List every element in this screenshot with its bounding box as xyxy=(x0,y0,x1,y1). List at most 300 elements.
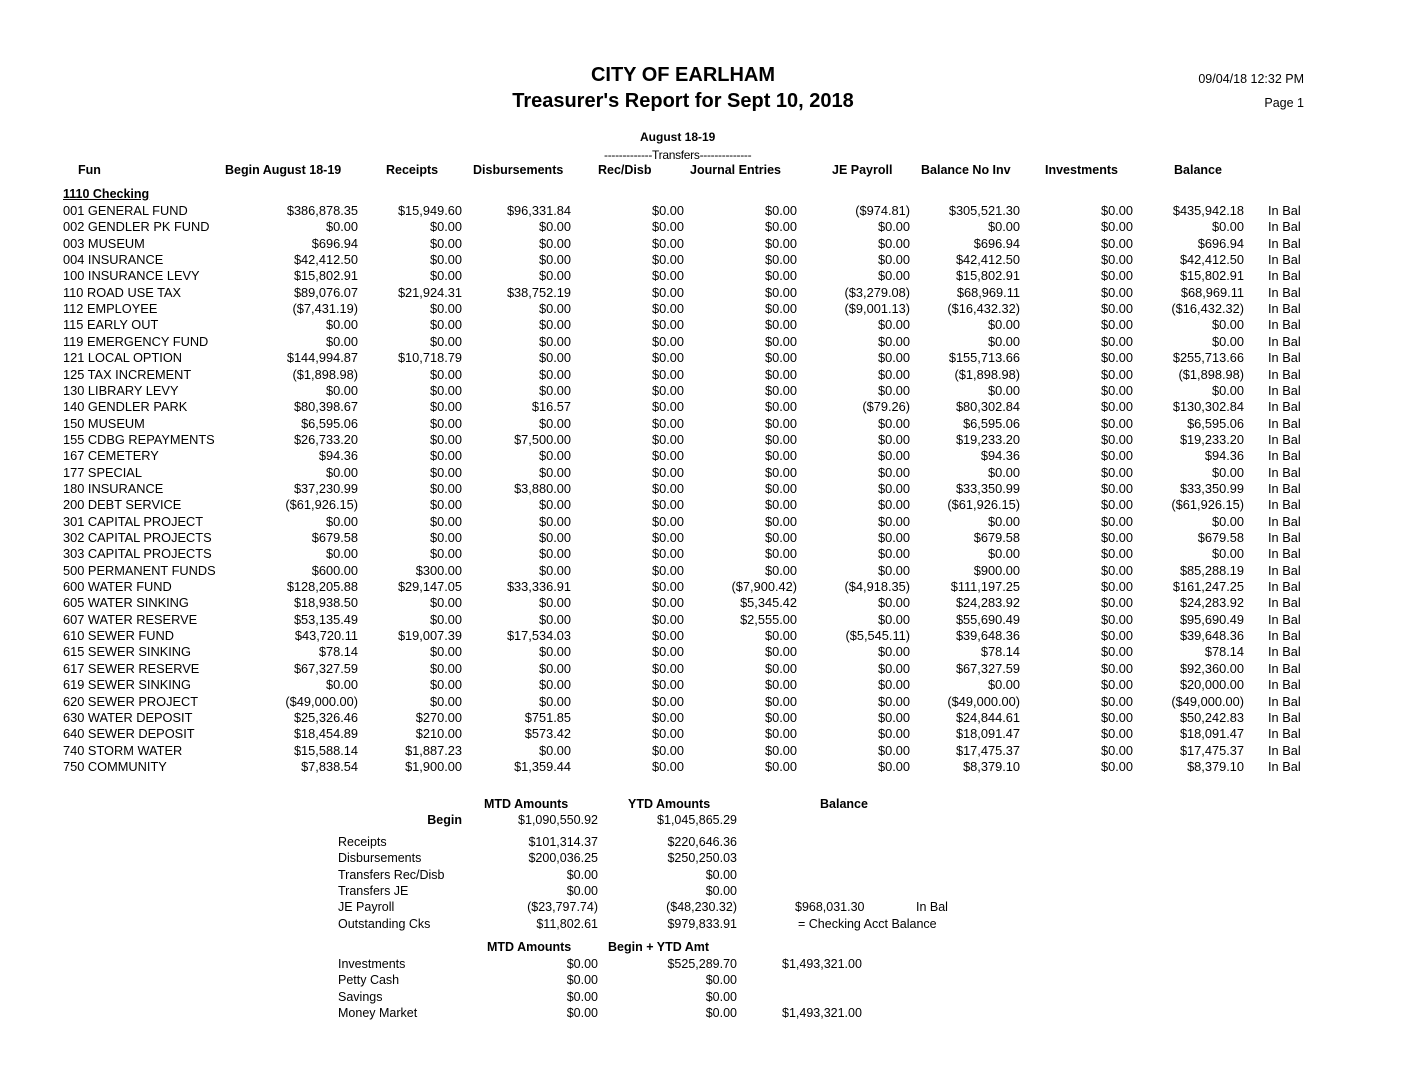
investments-amount: $0.00 xyxy=(1100,464,1133,480)
summary-line-status: In Bal xyxy=(916,900,948,915)
journal-entries: $0.00 xyxy=(764,382,797,398)
status-badge: In Bal xyxy=(1268,268,1301,284)
status-badge: In Bal xyxy=(1268,595,1301,611)
summary-line-label: Disbursements xyxy=(338,851,422,866)
balance-amount: ($49,000.00) xyxy=(1171,693,1244,709)
table-row xyxy=(0,367,1408,383)
transfer-rec-disb: $0.00 xyxy=(651,431,684,447)
receipts-amount: $210.00 xyxy=(415,726,462,742)
status-badge: In Bal xyxy=(1268,709,1301,725)
balance-amount: $0.00 xyxy=(1211,464,1244,480)
investments-amount: $0.00 xyxy=(1100,644,1133,660)
status-badge: In Bal xyxy=(1268,530,1301,545)
balance-amount: $18,091.47 xyxy=(1179,726,1244,742)
investments-amount: $0.00 xyxy=(1100,284,1133,300)
balance-amount: $161,247.25 xyxy=(1172,579,1244,595)
balance-amount: $95,690.49 xyxy=(1179,611,1244,627)
balance-amount: $8,379.10 xyxy=(1187,758,1244,774)
disbursements-amount: $7,500.00 xyxy=(514,431,571,447)
balance-amount: ($1,898.98) xyxy=(1178,366,1244,382)
status-badge: In Bal xyxy=(1268,415,1301,431)
journal-entries: ($7,900.42) xyxy=(731,579,797,595)
transfer-rec-disb: $0.00 xyxy=(651,203,684,218)
receipts-amount: $0.00 xyxy=(429,546,462,562)
journal-entries: $0.00 xyxy=(764,333,797,349)
section-heading: 1110 Checking xyxy=(63,187,150,201)
balance-no-inv: $17,475.37 xyxy=(955,742,1020,758)
transfer-rec-disb: $0.00 xyxy=(651,219,684,235)
disbursements-amount: $0.00 xyxy=(538,742,571,758)
balance-no-inv: ($61,926.15) xyxy=(947,497,1020,513)
fund-name: 130 LIBRARY LEVY xyxy=(63,382,179,398)
transfer-rec-disb: $0.00 xyxy=(651,333,684,349)
journal-entries: $5,345.42 xyxy=(740,595,797,611)
summary-line-ytd: $0.00 xyxy=(705,883,737,898)
disbursements-amount: $0.00 xyxy=(538,448,571,464)
status-badge: In Bal xyxy=(1268,219,1301,235)
balance-amount: ($16,432.32) xyxy=(1171,301,1244,317)
summary2-ytd-header: Begin + YTD Amt xyxy=(608,940,710,954)
status-badge: In Bal xyxy=(1268,628,1301,644)
begin-amount: $0.00 xyxy=(325,513,358,529)
investments-amount: $0.00 xyxy=(1100,513,1133,529)
balance-amount: $130,302.84 xyxy=(1172,399,1244,415)
summary-line-mtd: $11,802.61 xyxy=(536,916,598,931)
journal-entries: $0.00 xyxy=(764,219,797,235)
investment-line-label: Petty Cash xyxy=(338,973,400,988)
investment-line-mtd: $0.00 xyxy=(566,1005,598,1020)
status-badge: In Bal xyxy=(1268,252,1301,268)
receipts-amount: $1,900.00 xyxy=(405,758,462,774)
disbursements-amount: $16.57 xyxy=(531,399,571,415)
fund-name: 110 ROAD USE TAX xyxy=(63,284,182,300)
begin-amount: ($61,926.15) xyxy=(285,497,358,513)
col-balance: Balance xyxy=(1174,163,1222,177)
investments-amount: $0.00 xyxy=(1100,252,1133,268)
transfer-rec-disb: $0.00 xyxy=(651,595,684,611)
balance-no-inv: $0.00 xyxy=(987,464,1020,480)
investments-amount: $0.00 xyxy=(1100,333,1133,349)
disbursements-amount: $0.00 xyxy=(538,562,571,578)
disbursements-amount: $0.00 xyxy=(538,513,571,529)
transfer-rec-disb: $0.00 xyxy=(651,742,684,758)
journal-entries: $0.00 xyxy=(764,301,797,317)
col-investments: Investments xyxy=(1045,163,1118,177)
journal-entries: $0.00 xyxy=(764,268,797,284)
disbursements-amount: $96,331.84 xyxy=(506,203,571,218)
investments-amount: $0.00 xyxy=(1100,595,1133,611)
balance-no-inv: $679.58 xyxy=(973,530,1020,545)
journal-entries: $0.00 xyxy=(764,448,797,464)
journal-entries: $0.00 xyxy=(764,284,797,300)
balance-amount: $85,288.19 xyxy=(1179,562,1244,578)
balance-amount: $255,713.66 xyxy=(1172,350,1244,366)
table-row xyxy=(0,546,1408,562)
disbursements-amount: $0.00 xyxy=(538,530,571,545)
begin-amount: ($1,898.98) xyxy=(292,366,358,382)
je-payroll: ($974.81) xyxy=(855,203,910,218)
table-row xyxy=(0,677,1408,693)
begin-amount: $0.00 xyxy=(325,382,358,398)
summary-line-mtd: $101,314.37 xyxy=(528,835,598,849)
je-payroll: $0.00 xyxy=(877,252,910,268)
fund-name: 301 CAPITAL PROJECT xyxy=(63,513,204,529)
status-badge: In Bal xyxy=(1268,644,1301,660)
balance-amount: $24,283.92 xyxy=(1179,595,1244,611)
table-row xyxy=(0,743,1408,759)
investment-line-label: Savings xyxy=(338,989,383,1004)
receipts-amount: $0.00 xyxy=(429,464,462,480)
je-payroll: $0.00 xyxy=(877,726,910,742)
receipts-amount: $0.00 xyxy=(429,448,462,464)
balance-no-inv: $155,713.66 xyxy=(948,350,1020,366)
investment-line-label: Investments xyxy=(338,957,406,971)
je-payroll: $0.00 xyxy=(877,562,910,578)
je-payroll: ($4,918.35) xyxy=(844,579,910,595)
balance-amount: $50,242.83 xyxy=(1179,709,1244,725)
table-row xyxy=(0,759,1408,775)
disbursements-amount: $0.00 xyxy=(538,350,571,366)
investment-line-mtd: $0.00 xyxy=(566,957,598,971)
transfer-rec-disb: $0.00 xyxy=(651,317,684,333)
transfer-rec-disb: $0.00 xyxy=(651,448,684,464)
je-payroll: $0.00 xyxy=(877,546,910,562)
je-payroll: $0.00 xyxy=(877,350,910,366)
journal-entries: $0.00 xyxy=(764,530,797,545)
transfer-rec-disb: $0.00 xyxy=(651,399,684,415)
fund-name: 302 CAPITAL PROJECTS xyxy=(63,530,212,545)
transfer-rec-disb: $0.00 xyxy=(651,513,684,529)
disbursements-amount: $0.00 xyxy=(538,677,571,693)
je-payroll: $0.00 xyxy=(877,382,910,398)
journal-entries: $0.00 xyxy=(764,497,797,513)
fund-name: 630 WATER DEPOSIT xyxy=(63,709,193,725)
balance-no-inv: $80,302.84 xyxy=(955,399,1020,415)
disbursements-amount: $0.00 xyxy=(538,611,571,627)
begin-amount: $67,327.59 xyxy=(293,660,358,676)
investments-amount: $0.00 xyxy=(1100,399,1133,415)
je-payroll: $0.00 xyxy=(877,235,910,251)
balance-amount: $0.00 xyxy=(1211,513,1244,529)
je-payroll: $0.00 xyxy=(877,415,910,431)
begin-amount: $0.00 xyxy=(325,219,358,235)
fund-name: 155 CDBG REPAYMENTS xyxy=(63,431,215,447)
summary-line-ytd: $0.00 xyxy=(705,867,737,882)
journal-entries: $0.00 xyxy=(764,366,797,382)
journal-entries: $0.00 xyxy=(764,203,797,218)
journal-entries: $0.00 xyxy=(764,350,797,366)
disbursements-amount: $0.00 xyxy=(538,366,571,382)
balance-no-inv: ($16,432.32) xyxy=(947,301,1020,317)
receipts-amount: $29,147.05 xyxy=(397,579,462,595)
fund-name: 740 STORM WATER xyxy=(63,742,183,758)
summary-begin-ytd: $1,045,865.29 xyxy=(657,813,737,827)
balance-no-inv: $15,802.91 xyxy=(955,268,1020,284)
status-badge: In Bal xyxy=(1268,726,1301,742)
table-row xyxy=(0,612,1408,628)
table-row xyxy=(0,334,1408,350)
balance-no-inv: $68,969.11 xyxy=(956,284,1020,300)
disbursements-amount: $0.00 xyxy=(538,333,571,349)
begin-amount: $7,838.54 xyxy=(301,758,358,774)
balance-no-inv: $55,690.49 xyxy=(955,611,1020,627)
disbursements-amount: $0.00 xyxy=(538,660,571,676)
investment-line-ytd: $525,289.70 xyxy=(667,957,737,971)
investments-amount: $0.00 xyxy=(1100,235,1133,251)
summary-line-label: Receipts xyxy=(338,835,387,849)
fund-name: 303 CAPITAL PROJECTS xyxy=(63,546,212,562)
begin-amount: $144,994.87 xyxy=(286,350,358,366)
fund-name: 003 MUSEUM xyxy=(63,235,145,251)
receipts-amount: $0.00 xyxy=(429,366,462,382)
disbursements-amount: $17,534.03 xyxy=(506,628,571,644)
je-payroll: $0.00 xyxy=(877,758,910,774)
receipts-amount: $0.00 xyxy=(429,660,462,676)
balance-no-inv: $696.94 xyxy=(973,235,1020,251)
summary-line-balance: $968,031.30 xyxy=(795,900,865,915)
disbursements-amount: $0.00 xyxy=(538,693,571,709)
status-badge: In Bal xyxy=(1268,497,1301,513)
transfer-rec-disb: $0.00 xyxy=(651,480,684,496)
je-payroll: $0.00 xyxy=(877,644,910,660)
journal-entries: $0.00 xyxy=(764,726,797,742)
balance-no-inv: $18,091.47 xyxy=(955,726,1020,742)
balance-amount: $0.00 xyxy=(1211,382,1244,398)
balance-amount: $0.00 xyxy=(1211,317,1244,333)
begin-amount: $80,398.67 xyxy=(293,399,358,415)
transfer-rec-disb: $0.00 xyxy=(651,415,684,431)
transfers-group-label: -------------Transfers-------------- xyxy=(604,148,752,162)
investment-line-balance: $1,493,321.00 xyxy=(782,957,862,971)
receipts-amount: $21,924.31 xyxy=(397,284,462,300)
receipts-amount: $300.00 xyxy=(415,562,462,578)
balance-no-inv: $67,327.59 xyxy=(955,660,1020,676)
transfer-rec-disb: $0.00 xyxy=(651,350,684,366)
table-row xyxy=(0,448,1408,464)
disbursements-amount: $0.00 xyxy=(538,382,571,398)
print-timestamp: 09/04/18 12:32 PM xyxy=(1198,72,1304,86)
summary-line-ytd: $979,833.91 xyxy=(667,916,737,931)
balance-no-inv: $42,412.50 xyxy=(955,252,1020,268)
balance-amount: $39,648.36 xyxy=(1179,628,1244,644)
balance-no-inv: $33,350.99 xyxy=(955,480,1020,496)
balance-no-inv: ($1,898.98) xyxy=(954,366,1020,382)
investment-line-ytd: $0.00 xyxy=(705,973,737,988)
receipts-amount: $0.00 xyxy=(429,644,462,660)
investments-amount: $0.00 xyxy=(1100,758,1133,774)
table-row xyxy=(0,301,1408,317)
begin-amount: $53,135.49 xyxy=(293,611,358,627)
begin-amount: $15,588.14 xyxy=(293,742,358,758)
fund-name: 002 GENDLER PK FUND xyxy=(63,219,210,235)
journal-entries: $0.00 xyxy=(764,513,797,529)
balance-no-inv: $0.00 xyxy=(987,317,1020,333)
balance-no-inv: $6,595.06 xyxy=(963,415,1020,431)
transfer-rec-disb: $0.00 xyxy=(651,464,684,480)
balance-no-inv: $19,233.20 xyxy=(955,431,1020,447)
transfer-rec-disb: $0.00 xyxy=(651,382,684,398)
investments-amount: $0.00 xyxy=(1100,431,1133,447)
journal-entries: $0.00 xyxy=(764,677,797,693)
begin-amount: $37,230.99 xyxy=(293,480,358,496)
fund-name: 619 SEWER SINKING xyxy=(63,677,192,693)
report-title: CITY OF EARLHAM xyxy=(590,64,776,86)
je-payroll: $0.00 xyxy=(877,448,910,464)
receipts-amount: $15,949.60 xyxy=(397,203,462,218)
disbursements-amount: $0.00 xyxy=(538,219,571,235)
balance-no-inv: $8,379.10 xyxy=(963,758,1020,774)
fund-name: 100 INSURANCE LEVY xyxy=(63,268,200,284)
table-row xyxy=(0,530,1408,546)
receipts-amount: $0.00 xyxy=(429,317,462,333)
summary-line-label: JE Payroll xyxy=(338,900,395,915)
summary-balance-header: Balance xyxy=(820,797,868,811)
balance-no-inv: $111,197.25 xyxy=(950,579,1020,595)
report-subtitle: Treasurer's Report for Sept 10, 2018 xyxy=(512,90,854,112)
begin-amount: $0.00 xyxy=(325,464,358,480)
balance-no-inv: $24,844.61 xyxy=(955,709,1020,725)
transfer-rec-disb: $0.00 xyxy=(651,366,684,382)
summary-line-ytd: ($48,230.32) xyxy=(666,900,737,915)
transfer-rec-disb: $0.00 xyxy=(651,268,684,284)
table-row xyxy=(0,383,1408,399)
journal-entries: $0.00 xyxy=(764,464,797,480)
col-begin: Begin August 18-19 xyxy=(225,163,342,177)
table-row xyxy=(0,432,1408,448)
investments-amount: $0.00 xyxy=(1100,677,1133,693)
je-payroll: $0.00 xyxy=(877,431,910,447)
balance-amount: $0.00 xyxy=(1211,219,1244,235)
status-badge: In Bal xyxy=(1268,562,1301,578)
status-badge: In Bal xyxy=(1268,431,1301,447)
journal-entries: $0.00 xyxy=(764,562,797,578)
disbursements-amount: $0.00 xyxy=(538,546,571,562)
investments-amount: $0.00 xyxy=(1100,415,1133,431)
investments-amount: $0.00 xyxy=(1100,742,1133,758)
journal-entries: $0.00 xyxy=(764,317,797,333)
col-balance-no-inv: Balance No Inv xyxy=(921,163,1011,177)
balance-amount: $94.36 xyxy=(1204,448,1244,464)
transfer-rec-disb: $0.00 xyxy=(651,579,684,595)
balance-amount: $17,475.37 xyxy=(1179,742,1244,758)
disbursements-amount: $0.00 xyxy=(538,301,571,317)
transfer-rec-disb: $0.00 xyxy=(651,677,684,693)
investment-line-mtd: $0.00 xyxy=(566,973,598,988)
fund-name: 167 CEMETERY xyxy=(63,448,159,464)
fund-name: 605 WATER SINKING xyxy=(63,595,189,611)
summary-line-mtd: $0.00 xyxy=(566,867,598,882)
balance-no-inv: $900.00 xyxy=(973,562,1020,578)
investments-amount: $0.00 xyxy=(1100,726,1133,742)
receipts-amount: $0.00 xyxy=(429,530,462,545)
begin-amount: ($49,000.00) xyxy=(285,693,358,709)
begin-amount: $128,205.88 xyxy=(286,579,358,595)
journal-entries: $0.00 xyxy=(764,399,797,415)
status-badge: In Bal xyxy=(1268,448,1301,464)
disbursements-amount: $0.00 xyxy=(538,317,571,333)
fund-name: 115 EARLY OUT xyxy=(63,317,159,333)
receipts-amount: $0.00 xyxy=(429,382,462,398)
investments-amount: $0.00 xyxy=(1100,350,1133,366)
status-badge: In Bal xyxy=(1268,758,1301,774)
je-payroll: ($79.26) xyxy=(862,399,910,415)
fund-name: 150 MUSEUM xyxy=(63,415,145,431)
journal-entries: $0.00 xyxy=(764,431,797,447)
begin-amount: $26,733.20 xyxy=(293,431,358,447)
table-row xyxy=(0,219,1408,235)
disbursements-amount: $0.00 xyxy=(538,235,571,251)
fund-name: 121 LOCAL OPTION xyxy=(63,350,183,366)
status-badge: In Bal xyxy=(1268,350,1301,366)
fund-name: 500 PERMANENT FUNDS xyxy=(63,562,216,578)
je-payroll: $0.00 xyxy=(877,595,910,611)
fund-name: 617 SEWER RESERVE xyxy=(63,660,200,676)
balance-amount: $15,802.91 xyxy=(1179,268,1244,284)
table-row xyxy=(0,628,1408,644)
fund-name: 140 GENDLER PARK xyxy=(63,399,188,415)
balance-no-inv: $0.00 xyxy=(987,219,1020,235)
begin-amount: $15,802.91 xyxy=(293,268,358,284)
receipts-amount: $0.00 xyxy=(429,301,462,317)
status-badge: In Bal xyxy=(1268,399,1301,415)
disbursements-amount: $3,880.00 xyxy=(514,480,571,496)
summary2-mtd-header: MTD Amounts xyxy=(487,940,572,954)
journal-entries: $0.00 xyxy=(764,709,797,725)
balance-amount: $19,233.20 xyxy=(1179,431,1244,447)
investment-line-label: Money Market xyxy=(338,1005,418,1020)
je-payroll: $0.00 xyxy=(877,464,910,480)
balance-no-inv: $0.00 xyxy=(987,333,1020,349)
receipts-amount: $0.00 xyxy=(429,513,462,529)
journal-entries: $0.00 xyxy=(764,252,797,268)
begin-amount: $94.36 xyxy=(318,448,358,464)
begin-amount: $18,938.50 xyxy=(293,595,358,611)
receipts-amount: $10,718.79 xyxy=(397,350,462,366)
investments-amount: $0.00 xyxy=(1100,530,1133,545)
journal-entries: $0.00 xyxy=(764,742,797,758)
table-row xyxy=(0,579,1408,595)
investment-line-ytd: $0.00 xyxy=(705,989,737,1004)
table-row xyxy=(0,497,1408,513)
balance-amount: $20,000.00 xyxy=(1179,677,1244,693)
fund-name: 620 SEWER PROJECT xyxy=(63,693,199,709)
fund-name: 750 COMMUNITY xyxy=(63,758,167,774)
investments-amount: $0.00 xyxy=(1100,317,1133,333)
balance-no-inv: $0.00 xyxy=(987,546,1020,562)
table-row xyxy=(0,710,1408,726)
receipts-amount: $0.00 xyxy=(429,677,462,693)
begin-amount: $43,720.11 xyxy=(294,628,358,644)
table-row xyxy=(0,644,1408,660)
col-rec-disb: Rec/Disb xyxy=(598,163,652,177)
transfer-rec-disb: $0.00 xyxy=(651,562,684,578)
receipts-amount: $0.00 xyxy=(429,611,462,627)
investments-amount: $0.00 xyxy=(1100,562,1133,578)
investment-line-ytd: $0.00 xyxy=(705,1005,737,1020)
receipts-amount: $0.00 xyxy=(429,693,462,709)
status-badge: In Bal xyxy=(1268,611,1301,627)
status-badge: In Bal xyxy=(1268,660,1301,676)
investments-amount: $0.00 xyxy=(1100,480,1133,496)
receipts-amount: $0.00 xyxy=(429,252,462,268)
fund-name: 607 WATER RESERVE xyxy=(63,611,198,627)
status-badge: In Bal xyxy=(1268,317,1301,333)
fund-name: 180 INSURANCE xyxy=(63,480,164,496)
balance-amount: $679.58 xyxy=(1197,530,1244,545)
table-row xyxy=(0,563,1408,579)
receipts-amount: $0.00 xyxy=(429,415,462,431)
balance-amount: $696.94 xyxy=(1197,235,1244,251)
